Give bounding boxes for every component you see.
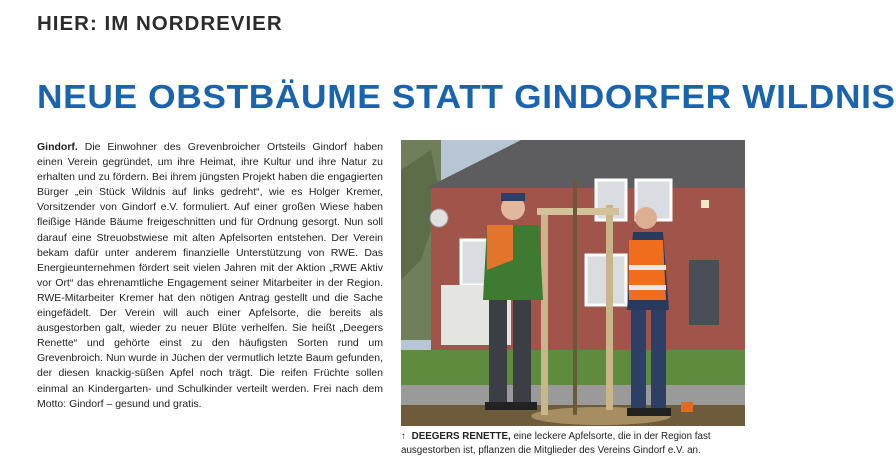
section-label: HIER: IM NORDREVIER <box>37 12 283 35</box>
photo-illustration <box>401 140 745 426</box>
caption-arrow-icon: ↑ <box>401 431 406 442</box>
article-text: Die Einwohner des Grevenbroicher Ortsteils Gindorf haben einen Verein gegründet, um ihre Heimat, ihre Kultur und ihre Natur zu erhalten und zu fördern. Bei ihrem jüngsten Projekt haben die engagierten Bürger „ein Stück Wildnis auf links gedreht“, wie es Holger Kremer, Vorsitzender von Gindorf e.V. formuliert. Auf einer großen Wiese haben fleißige Hände Bäume freigeschnitten und für Ordnung gesorgt. Nun soll darauf eine Streuobstwiese mit alten Apfelsorten entstehen. Der Verein bekam dafür unter anderem finanzielle Unterstützung von RWE. Das Energieunternehmen fördert seit vielen Jahren mit der Aktion „RWE Aktiv vor Ort“ das ehrenamtliche Engagement seiner Mitarbeiter in der Region. RWE-Mitarbeiter Kremer hat den nötigen Antrag gestellt und die Sache eingefädelt. Der Verein will auch einer Apfelsorte, die bereits als ausgestorben galt, wieder zu neuer Blüte verhelfen. Sie heißt „Deegers Renette“ und gehörte einst zu den häufigsten Sorten rund um Grevenbroich. Nun wurde in Jüchen der vermutlich letzte Baum gefunden, der diesen knackig-süßen Apfel noch trägt. Die reifen Früchte sollen einmal an Kindergarten- und Schulkinder verteilt werden. Frei nach dem Motto: Gindorf – gesund und gratis. <box>37 141 383 410</box>
article-dateline: Gindorf. <box>37 141 78 153</box>
caption-lead: DEEGERS RENETTE, <box>411 431 511 442</box>
caption-text: eine leckere Apfelsorte, die in der Region fast ausgestorben ist, pflanzen die Mitglieder des Vereins Gindorf e.V. an. <box>401 431 711 456</box>
article-photo <box>401 140 745 426</box>
photo-caption <box>401 430 747 457</box>
article-headline: NEUE OBSTBÄUME STATT GINDORFER WILDNIS <box>37 78 896 115</box>
article-body <box>37 140 383 412</box>
